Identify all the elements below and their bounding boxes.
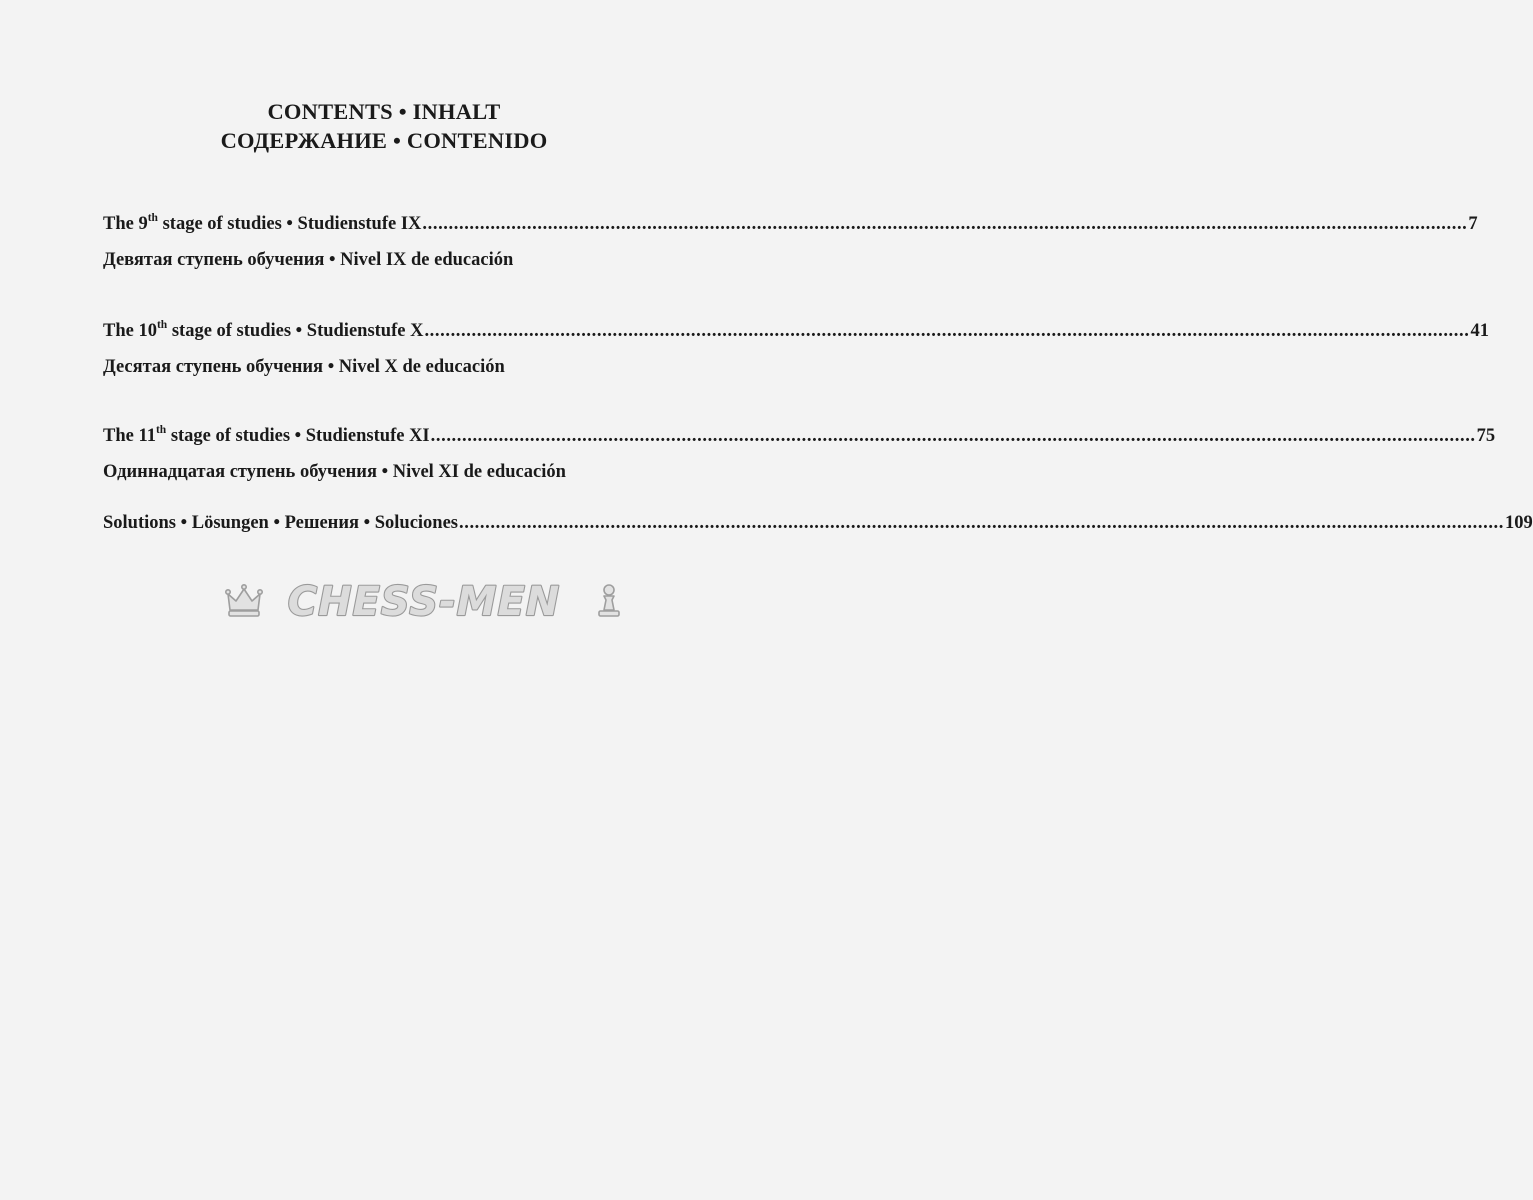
chess-pawn-icon <box>599 585 619 616</box>
chess-men-watermark <box>224 574 624 632</box>
toc-entry-label: Solutions • Lösungen • Решения • Soluciones <box>103 513 458 533</box>
crown-icon <box>226 585 262 616</box>
toc-entry-translation: Десятая ступень обучения • Nivel X de educación <box>103 357 505 377</box>
toc-entry-stage-9 <box>103 211 1478 272</box>
toc-entry-line <box>103 423 1496 448</box>
toc-entry-stage-11 <box>103 423 1496 484</box>
toc-entry-label: The 10th stage of studies • Studienstufe X <box>103 318 424 341</box>
toc-entry-line <box>103 318 1489 343</box>
toc-page-number: 7 <box>1468 214 1478 234</box>
watermark-text: CHESS-MEN <box>287 579 561 625</box>
toc-entry-translation: Одиннадцатая ступень обучения • Nivel XI de educación <box>103 462 566 482</box>
toc-page-number: 41 <box>1470 321 1489 341</box>
toc-entry-line <box>103 211 1478 236</box>
toc-entry-stage-10 <box>103 318 1489 379</box>
dot-leader: ........................................................................................................................................................................................................ <box>459 513 1504 533</box>
toc-page-number: 109 <box>1505 513 1533 533</box>
dot-leader: ........................................................................................................................................................................................................ <box>422 214 1468 234</box>
contents-subtitle: СОДЕРЖАНИЕ • CONTENIDO <box>220 128 548 153</box>
toc-entry-label: The 9th stage of studies • Studienstufe IX <box>103 211 422 234</box>
toc-entry-solutions <box>103 511 1533 535</box>
toc-entry-translation: Девятая ступень обучения • Nivel IX de educación <box>103 250 514 270</box>
dot-leader: ........................................................................................................................................................................................................ <box>424 321 1470 341</box>
toc-entry-line <box>103 511 1533 535</box>
contents-title: CONTENTS • INHALT <box>267 99 501 124</box>
toc-page-number: 75 <box>1476 426 1496 446</box>
toc-entry-label: The 11th stage of studies • Studienstufe XI <box>103 423 430 446</box>
dot-leader: ........................................................................................................................................................................................................ <box>430 426 1476 446</box>
